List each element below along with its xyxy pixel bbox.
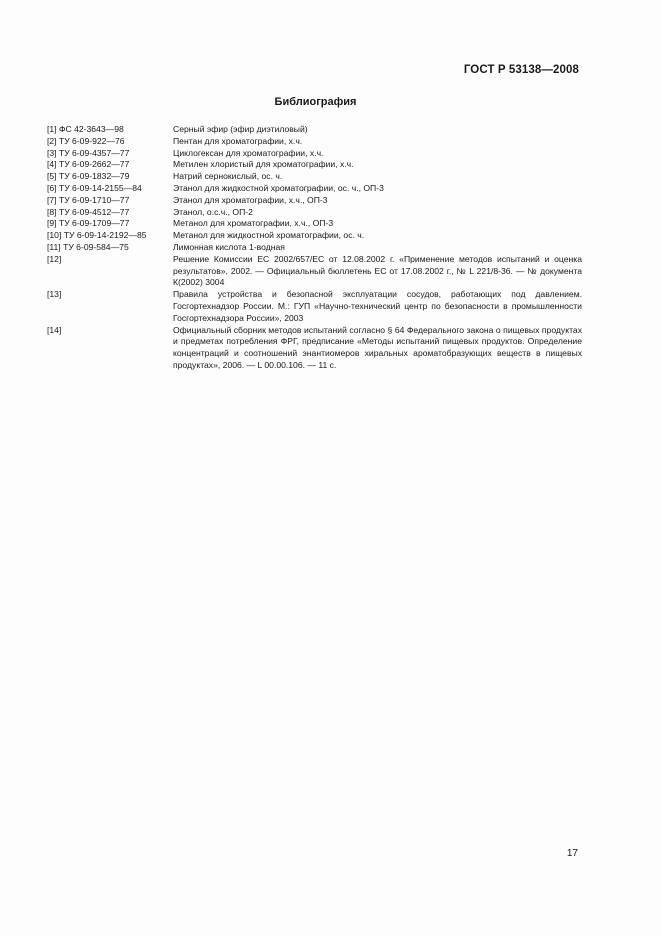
bibliography-entry: [47, 124, 582, 136]
entry-reference: [9] ТУ 6-09-1709—77: [47, 218, 130, 229]
entry-text: Натрий сернокислый, ос. ч.: [173, 171, 283, 182]
entry-text: Этанол для хроматографии, х.ч., ОП-3: [173, 194, 328, 205]
bibliography-entry: [47, 207, 582, 219]
section-title: Библиография: [274, 96, 357, 108]
bibliography-entry: [47, 171, 582, 183]
bibliography-list: [47, 124, 582, 372]
entry-reference: [13]: [47, 289, 62, 300]
entry-text: Этанол для жидкостной хроматографии, ос. ч., ОП-3: [173, 182, 384, 193]
bibliography-entry: [47, 218, 582, 230]
entry-reference: [14]: [47, 324, 62, 335]
bibliography-entry: [47, 325, 582, 372]
entry-reference: [11] ТУ 6-09-584—75: [47, 241, 129, 252]
bibliography-entry: [47, 195, 582, 207]
bibliography-entry: [47, 230, 582, 242]
bibliography-entry: [47, 148, 582, 160]
entry-reference: [5] ТУ 6-09-1832—79: [47, 171, 130, 182]
entry-text: Циклогексан для хроматографии, х.ч.: [173, 147, 324, 158]
entry-reference: [4] ТУ 6-09-2662—77: [47, 159, 130, 170]
bibliography-entry: [47, 254, 582, 289]
entry-reference: [7] ТУ 6-09-1710—77: [47, 194, 130, 205]
bibliography-entry: [47, 159, 582, 171]
bibliography-entry: [47, 136, 582, 148]
entry-text: Метилен хлористый для хроматографии, х.ч.: [173, 159, 354, 170]
entry-text: Решение Комиссии ЕС 2002/657/ЕС от 12.08.2002 г. «Применение методов испытаний и оценка результатов», 2002. — Официальный бюллетень ЕС от 17.08.2002 г., № L 221/8-36. — № документа К(2002) 3004: [173, 253, 582, 288]
page-number: 17: [566, 848, 578, 859]
bibliography-entry: [47, 183, 582, 195]
entry-reference: [10] ТУ 6-09-14-2192—85: [47, 230, 147, 241]
entry-text: Серный эфир (эфир диэтиловый): [173, 124, 308, 134]
entry-reference: [8] ТУ 6-09-4512—77: [47, 206, 130, 217]
entry-reference: [3] ТУ 6-09-4357—77: [47, 147, 130, 158]
entry-text: Метанол для жидкостной хроматографии, ос. ч.: [173, 230, 365, 241]
entry-text: Официальный сборник методов испытаний согласно § 64 Федерального закона о пищевых продуктах и предметах потребления ФРГ, предписание «Методы испытаний пищевых продуктов. Определение концентраций и соотношений энантиомеров хиральных ароматобразующих веществ в пищевых продуктах», 2006. — L 00.00.106. — 11 с.: [173, 324, 582, 370]
entry-text: Этанол, о.с.ч., ОП-2: [173, 206, 253, 217]
bibliography-entry: [47, 289, 582, 324]
entry-reference: [12]: [47, 253, 62, 264]
entry-text: Пентан для хроматографии, х.ч.: [173, 135, 303, 146]
bibliography-entry: [47, 242, 582, 254]
entry-text: Правила устройства и безопасной эксплуатации сосудов, работающих под давлением. Госгортехнадзор России. М.: ГУП «Научно-технический центр по безопасности в промышленности Госгортехнадзора России», 2003: [173, 289, 582, 323]
entry-reference: [2] ТУ 6-09-922—76: [47, 135, 125, 146]
document-code: ГОСТ Р 53138—2008: [463, 64, 579, 76]
entry-text: Лимонная кислота 1-водная: [173, 241, 285, 252]
entry-reference: [6] ТУ 6-09-14-2155—84: [47, 182, 142, 193]
entry-reference: [1] ФС 42-3643—98: [47, 124, 124, 134]
entry-text: Метанол для хроматографии, х.ч., ОП-3: [173, 218, 334, 229]
